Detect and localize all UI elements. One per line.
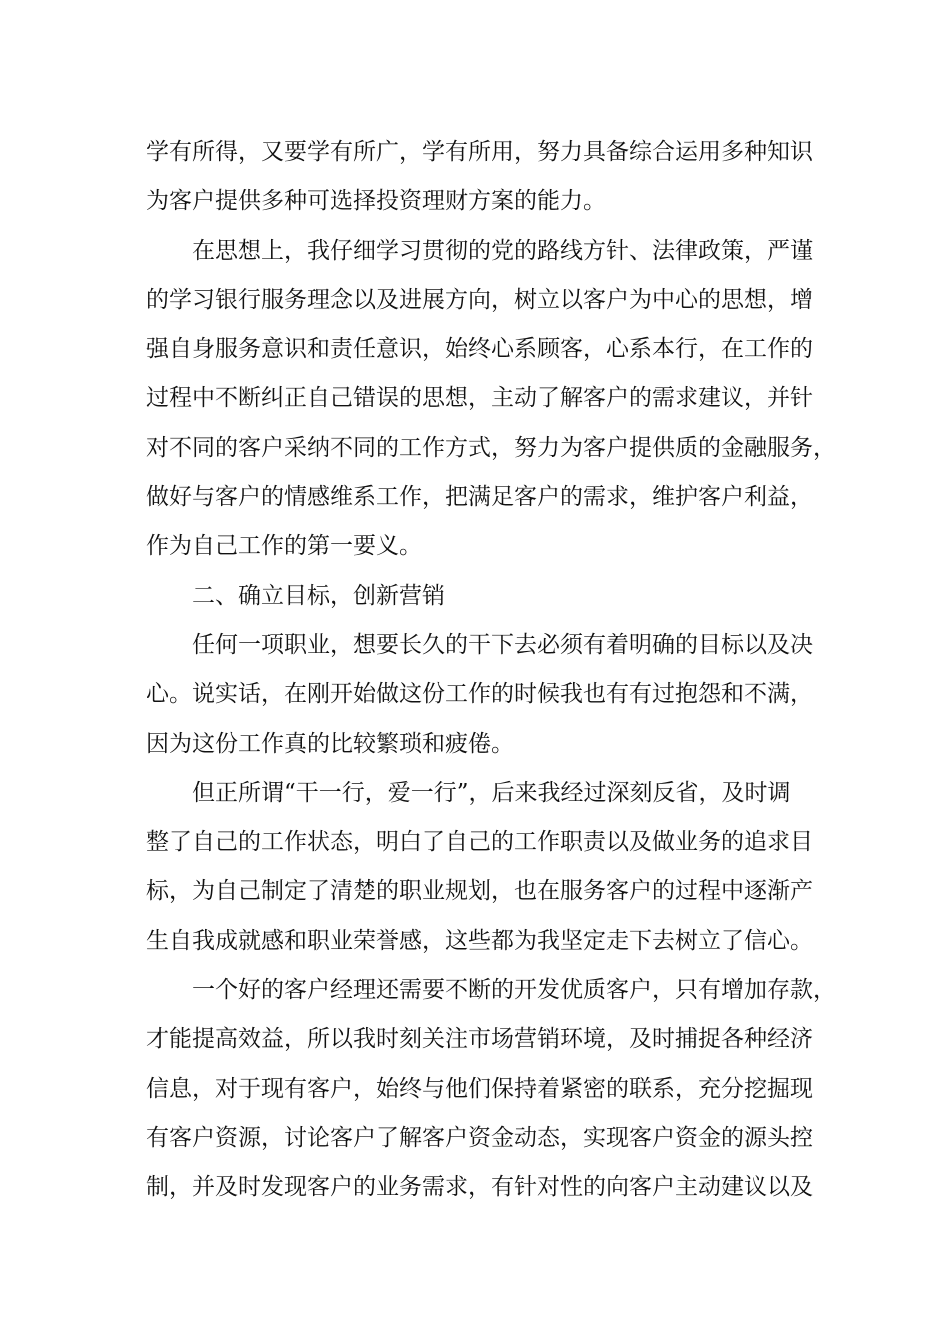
- text-line: 标，为自己制定了清楚的职业规划，也在服务客户的过程中逐渐产: [146, 878, 813, 905]
- text-line: 才能提高效益，所以我时刻关注市场营销环境，及时捕捉各种经济: [146, 1026, 813, 1053]
- paragraph-first-line: 二、确立目标，创新营销: [192, 582, 445, 609]
- text-line: 对不同的客户采纳不同的工作方式，努力为客户提供质的金融服务，: [146, 434, 836, 461]
- text-line: 信息，对于现有客户，始终与他们保持着紧密的联系，充分挖掘现: [146, 1075, 813, 1102]
- text-line: 心。说实话，在刚开始做这份工作的时候我也有有过抱怨和不满，: [146, 681, 813, 708]
- text-line: 过程中不断纠正自己错误的思想，主动了解客户的需求建议，并针: [146, 385, 813, 412]
- text-line: 强自身服务意识和责任意识，始终心系顾客，心系本行，在工作的: [146, 336, 813, 363]
- paragraph-first-line: 在思想上，我仔细学习贯彻的党的路线方针、法律政策，严谨: [192, 237, 813, 264]
- text-line: 为客户提供多种可选择投资理财方案的能力。: [146, 188, 606, 215]
- text-line: 作为自己工作的第一要义。: [146, 533, 422, 560]
- paragraph-first-line: 任何一项职业，想要长久的干下去必须有着明确的目标以及决: [192, 631, 813, 658]
- text-line: 因为这份工作真的比较繁琐和疲倦。: [146, 730, 514, 757]
- text-line: 生自我成就感和职业荣誉感，这些都为我坚定走下去树立了信心。: [146, 927, 813, 954]
- paragraph-first-line: 一个好的客户经理还需要不断的开发优质客户，只有增加存款，: [192, 977, 836, 1004]
- text-line: 制，并及时发现客户的业务需求，有针对性的向客户主动建议以及: [146, 1174, 813, 1201]
- text-line: 的学习银行服务理念以及进展方向，树立以客户为中心的思想，增: [146, 286, 813, 313]
- text-line: 做好与客户的情感维系工作，把满足客户的需求，维护客户利益，: [146, 484, 813, 511]
- text-line: 学有所得，又要学有所广，学有所用，努力具备综合运用多种知识: [146, 139, 813, 165]
- paragraph-first-line: 但正所谓“干一行，爱一行”，后来我经过深刻反省，及时调: [192, 779, 791, 806]
- text-line: 整了自己的工作状态，明白了自己的工作职责以及做业务的追求目: [146, 829, 813, 856]
- text-line: 有客户资源，讨论客户了解客户资金动态，实现客户资金的源头控: [146, 1124, 813, 1151]
- document-body: [146, 128, 836, 1213]
